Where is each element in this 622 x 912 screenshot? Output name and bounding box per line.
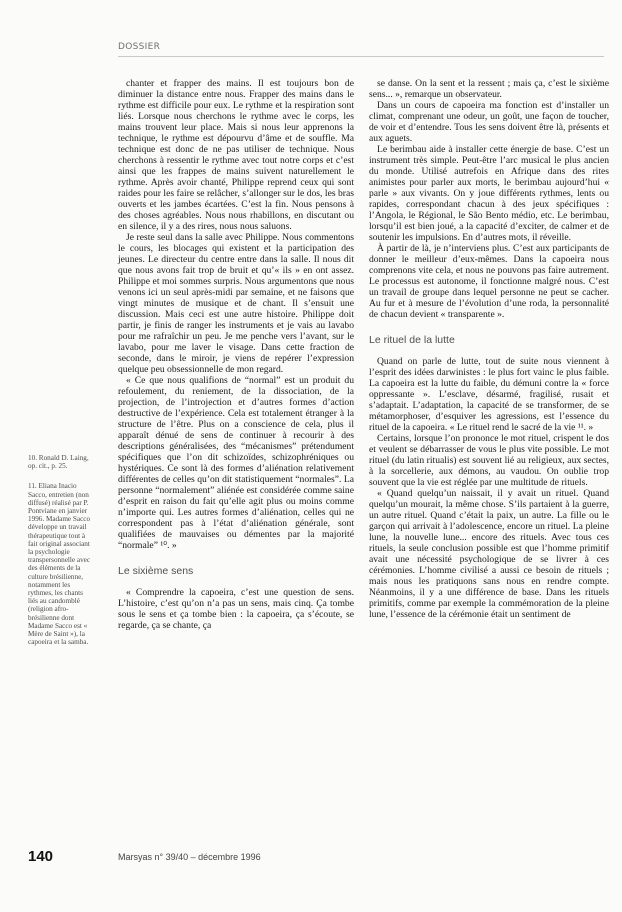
footnote-10: 10. Ronald D. Laing, op. cit., p. 25. bbox=[28, 454, 89, 471]
header-section-label: DOSSIER bbox=[118, 42, 161, 52]
left-column-paragraph: « Ce que nous qualifions de “normal” est un produit du refoulement, du reniement, de la dissociation, de la projection, de l’introjection et d’autres formes d’action destructive de l’expérience. Cela est totalement étranger à la structure de l’être. Plus on a conscience de cela, plus il apparaît dénué de sens de continuer à recourir à des descriptions généralisées, des “mécanismes” prétendument spécifiques que l’on dit schizoïdes, schizophréniques ou hystériques. Ce sont là des formes d’aliénation relativement différentes de celles qu’on dit statistiquement “normales”. La personne “normalement” aliénée est considérée comme saine d’esprit en raison du fait qu’elle agit plus ou moins comme n’importe qui. Les autres formes d’aliénation, celles qui ne correspondent pas à l’état d’aliénation générale, sont qualifiées de mauvaises ou démentes par la majorité “normale” ¹⁰. » bbox=[118, 375, 354, 551]
right-column-paragraph: À partir de là, je n’interviens plus. C’est aux participants de donner le meilleur d’eux-mêmes. Dans la capoeira nous comprenons vite cela, et nous ne pouvons pas faire autrement. Le processus est autonome, il fonctionne malgré nous. C’est un travail de groupe dans lequel personne ne peut se cacher. Au fur et à mesure de l’évolution d’une roda, la personnalité de chacun devient « transparente ». bbox=[369, 243, 609, 320]
right-column-paragraph: Le berimbau aide à installer cette énergie de base. C’est un instrument très simple. Peut-être l’arc musical le plus ancien du monde. Utilisé autrefois en Afrique dans des rites animistes pour parler aux morts, le berimbau aujourd’hui « parle » aux vivants. On y joue différents rythmes, lents ou rapides, correspondant chacun à des jeux spécifiques : l’Angola, le Régional, le São Bento médio, etc. Le berimbau, lorsqu’il est bien joué, a la capacité d’exciter, de calmer et de soutenir les impulsions. En d’autres mots, il réveille. bbox=[369, 144, 609, 243]
right-column-section-paragraph: Quand on parle de lutte, tout de suite nous viennent à l’esprit des idées darwinistes : le plus fort vainc le plus faible. La capoeira est la lutte du faible, du démuni contre la « force oppressante ». L’esclave, désarmé, fragilisé, rusait et s’adaptait. L’adaptation, la capacité de se transformer, de se métamorphoser, d’esquiver les agressions, est l’essence du rituel de la capoeira. « Le rituel rend le sacré de la vie ¹¹. » bbox=[369, 356, 609, 433]
publication-line: Marsyas n° 39/40 – décembre 1996 bbox=[118, 852, 261, 862]
sidebar-notes bbox=[28, 454, 94, 646]
left-column-section-paragraph: « Comprendre la capoeira, c’est une question de sens. L’histoire, c’est qu’on n’a pas un sens, mais cinq. Ça tombe sous le sens et ça tombe bien : la capoeira, ça s’écoute, se regarde, ça se chante, ça bbox=[118, 587, 354, 631]
left-column-paragraph: Je reste seul dans la salle avec Philippe. Nous commentons le cours, les blocages qui existent et la participation des jeunes. Le directeur du centre entre dans la salle. Il nous dit que nous avons fait trop de bruit et qu’« ils » en ont assez. Philippe et moi sommes surpris. Nous argumentons que nous venons ici un seul après-midi par semaine, et ne faisons que vingt minutes de musique et de chant. Il s’ensuit une discussion. Mais ceci est une autre histoire. Philippe doit partir, je finis de ranger les instruments et je vais au lavabo pour me rafraîchir un peu. Je me penche vers l’avant, sur le lavabo, pour me laver le visage. Dans cette fraction de seconde, dans le miroir, je viens de repérer l’expression quelque peu obsessionnelle de mon regard. bbox=[118, 232, 354, 375]
right-column-section-paragraph: Certains, lorsque l’on prononce le mot rituel, crispent le dos et veulent se débarrasser de vous le plus vite possible. Le mot rituel (du latin ritualis) est souvent lié au religieux, aux sectes, à la sorcellerie, aux démons, au vaudou. On oublie trop souvent que la vie est réglée par une multitude de rituels. bbox=[369, 433, 609, 488]
right-column-paragraph: se danse. On la sent et la ressent ; mais ça, c’est le sixième sens... », remarque un observateur. bbox=[369, 78, 609, 100]
page-number: 140 bbox=[28, 848, 54, 865]
right-column bbox=[369, 78, 609, 620]
right-column-section-paragraph: « Quand quelqu’un naissait, il y avait un rituel. Quand quelqu’un mourait, la même chose. S’ils partaient à la guerre, un autre rituel. Quand c’était la paix, un autre. La fille ou le garçon qui arrivait à l’adolescence, encore un rituel. La pleine lune, la nouvelle lune... encore des rituels. Avec tous ces rituels, la seule conclusion possible est que l’homme primitif avait une nécessité psychologique de se livrer à ces cérémonies. L’homme civilisé a aussi ce besoin de rituels ; mais nous les pratiquons sans nous en rendre compte. Néanmoins, il y a une différence de base. Dans les rituels primitifs, comme par exemple la commémoration de la pleine lune, l’essence de la cérémonie était un sentiment de bbox=[369, 488, 609, 620]
left-column bbox=[118, 78, 354, 631]
footnote-11: 11. Eliana Inacio Sacco, entretien (non diffusé) réalisé par P. Pontviane en janvier 1996. Madame Sacco développe un travail thérapeutique tout à fait original associant la psychologie transpersonnelle avec des éléments de la culture brésilienne, notamment les rythmes, les chants liés au candomblé (religion afro-brésilienne dont Madame Sacco est « Mère de Saint »), la capoeira et la samba. bbox=[28, 482, 91, 647]
left-column-paragraph: chanter et frapper des mains. Il est toujours bon de diminuer la distance entre nous. Frapper des mains dans le rythme est difficile pour eux. Le rythme et la respiration sont liés. Lorsque nous cherchons le rythme avec le corps, les mains trouvent leur place. Mais si nous leur apprenons la technique, le rythme est dépourvu d’âme et de souffle. Ma technique est donc de ne pas utiliser de technique. Nous cherchons à ressentir le rythme avec tout notre corps et c’est ainsi que les frappes de mains suivent naturellement le rythme. Après avoir chanté, Philippe reprend ceux qui sont raides pour les faire se relâcher, s’allonger sur le dos, les bras ouverts et les jambes écartées. C’est la fin. Nous pensons à des choses agréables. Nous nous rhabillons, en discutant ou en silence, il y a des rires, nous nous saluons. bbox=[118, 78, 354, 232]
right-column-paragraph: Dans un cours de capoeira ma fonction est d’installer un climat, comprenant une odeur, un goût, une façon de toucher, de voir et d’entendre. Tous les sens doivent être là, présents et aux aguets. bbox=[369, 100, 609, 144]
section-title-sixieme-sens: Le sixième sens bbox=[118, 565, 194, 577]
section-title-rituel-lutte: Le rituel de la lutte bbox=[369, 334, 455, 346]
header-divider bbox=[118, 56, 604, 57]
